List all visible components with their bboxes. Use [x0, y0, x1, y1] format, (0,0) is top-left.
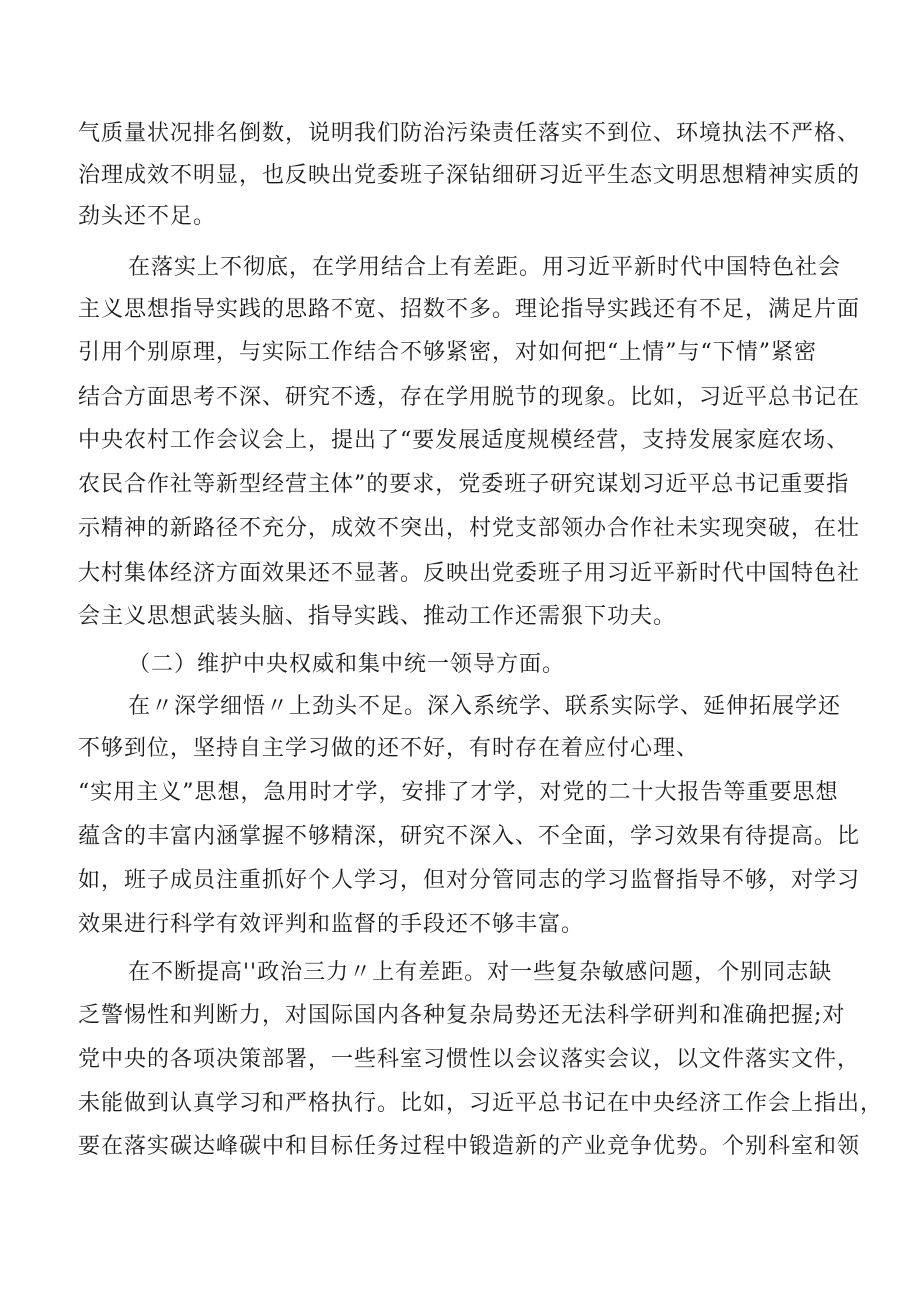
text-line: 引用个别原理，与实际工作结合不够紧密，对如何把“上情”与“下情”紧密: [78, 340, 817, 365]
text-line: 党中央的各项决策部署，一些科室习惯性以会议落实会议，以文件落实文件，: [78, 1047, 861, 1072]
text-line: 示精神的新路径不充分，成效不突出，村党支部领办合作社未实现突破，在壮: [78, 516, 861, 541]
text-line: 会主义思想武装头脑、指导实践、推动工作还需狠下功夫。: [78, 604, 677, 629]
text-line: 乏警惕性和判断力，对国际国内各种复杂局势还无法科学研判和准确把握;对: [78, 1003, 846, 1028]
text-line: 气质量状况排名倒数，说明我们防治污染责任落实不到位、环境执法不严格、: [78, 121, 861, 146]
text-line: 劲头还不足。: [78, 204, 217, 229]
text-line: 农民合作社等新型经营主体”的要求，党委班子研究谋划习近平总书记重要指: [78, 472, 850, 497]
text-line: 效果进行科学有效评判和监督的手段还不够丰富。: [78, 912, 585, 937]
text-line: 治理成效不明显，也反映出党委班子深钻细研习近平生态文明思想精神实质的: [78, 163, 861, 188]
paragraph-start-line: 在〃深学细悟〃上劲头不足。深入系统学、联系实际学、延伸拓展学还: [128, 694, 842, 719]
text-line: 中央农村工作会议会上，提出了“要发展适度规模经营，支持发展家庭农场、: [78, 428, 850, 453]
text-line: 结合方面思考不深、研究不透，存在学用脱节的现象。比如，习近平总书记在: [78, 385, 861, 410]
paragraph-start-line: 在不断提高''政治三力〃上有差距。对一些复杂敏感问题，个别同志缺: [128, 960, 833, 985]
text-line: 主义思想指导实践的思路不宽、招数不多。理论指导实践还有不足，满足片面: [78, 297, 861, 322]
text-line: 大村集体经济方面效果还不显著。反映出党委班子用习近平新时代中国特色社: [78, 561, 861, 586]
text-line: 不够到位，坚持自主学习做的还不好，有时存在着应付心理、: [78, 736, 700, 761]
text-line: 蕴含的丰富内涵掌握不够精深，研究不深入、不全面，学习效果有待提高。比: [78, 824, 861, 849]
text-line: “实用主义”思想，急用时才学，安排了才学，对党的二十大报告等重要思想: [78, 780, 839, 805]
text-line: 未能做到认真学习和严格执行。比如，习近平总书记在中央经济工作会上指出，: [78, 1091, 884, 1116]
paragraph-start-line: 在落实上不彻底，在学用结合上有差距。用习近平新时代中国特色社会: [128, 255, 842, 280]
section-heading: （二）维护中央权威和集中统一领导方面。: [128, 652, 566, 677]
text-line: 如，班子成员注重抓好个人学习，但对分管同志的学习监督指导不够，对学习: [78, 868, 861, 893]
text-line: 要在落实碳达峰碳中和目标任务过程中锻造新的产业竞争优势。个别科室和领: [78, 1134, 861, 1159]
